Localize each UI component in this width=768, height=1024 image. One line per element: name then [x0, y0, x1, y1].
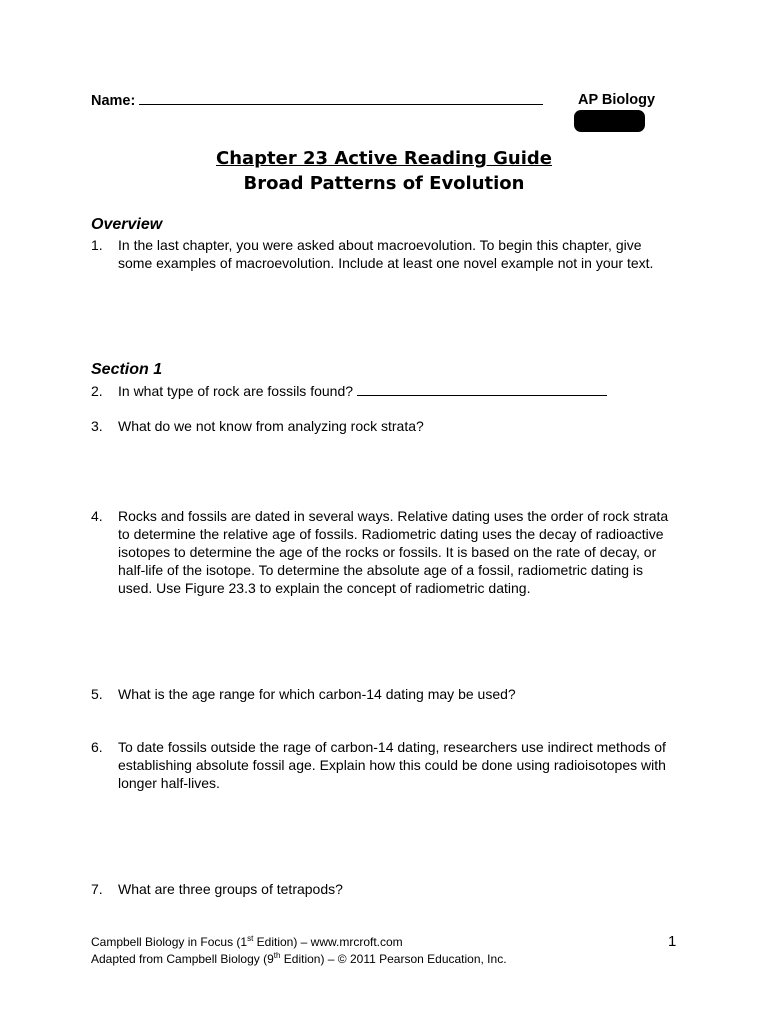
footer-line-1: Campbell Biology in Focus (1st Edition) – www.mrcroft.com — [91, 934, 403, 949]
name-blank-line[interactable] — [139, 92, 543, 105]
section-heading-1: Section 1 — [91, 361, 163, 378]
question-number: 6. — [91, 739, 103, 755]
course-label: AP Biology — [578, 92, 656, 108]
question-text: In what type of rock are fossils found? — [118, 383, 357, 399]
redaction-block — [574, 110, 645, 132]
chapter-subtitle: Broad Patterns of Evolution — [243, 173, 525, 194]
question-text: What do we not know from analyzing rock strata? — [118, 418, 424, 434]
name-label: Name: — [91, 93, 136, 109]
question-text: What is the age range for which carbon-14 dating may be used? — [118, 686, 516, 702]
name-field-row — [91, 92, 543, 109]
page-number: 1 — [668, 933, 677, 950]
question-text: Rocks and fossils are dated in several ways. Relative dating uses the order of rock strata to determine the relative age of fossils. Radiometric dating uses the decay of radioactive isotopes to determine the age of the rocks or fossils. It is based on the rate of decay, or half-life of the isotope. To determine the absolute age of a fossil, radiometric dating is used. Use Figure 23.3 to explain the concept of radiometric dating. — [118, 508, 669, 596]
question-number: 5. — [91, 686, 103, 702]
question-number: 3. — [91, 418, 103, 434]
footer-credits — [91, 932, 507, 966]
question-number: 1. — [91, 237, 103, 253]
question-number: 7. — [91, 881, 103, 897]
question-text: To date fossils outside the rage of carbon-14 dating, researchers use indirect methods of establishing absolute fossil age. Explain how this could be done using radioisotopes with longer half-lives. — [118, 739, 666, 791]
footer-line-2: Adapted from Campbell Biology (9th Edition) – © 2011 Pearson Education, Inc. — [91, 951, 507, 966]
answer-blank-line[interactable] — [357, 383, 607, 396]
question-number: 2. — [91, 383, 103, 399]
question-number: 4. — [91, 508, 103, 524]
chapter-title: Chapter 23 Active Reading Guide — [216, 148, 552, 169]
question-text: In the last chapter, you were asked about macroevolution. To begin this chapter, give some examples of macroevolution. Include at least one novel example not in your text. — [118, 237, 654, 271]
question-text: What are three groups of tetrapods? — [118, 881, 343, 897]
section-heading-overview: Overview — [91, 216, 163, 233]
